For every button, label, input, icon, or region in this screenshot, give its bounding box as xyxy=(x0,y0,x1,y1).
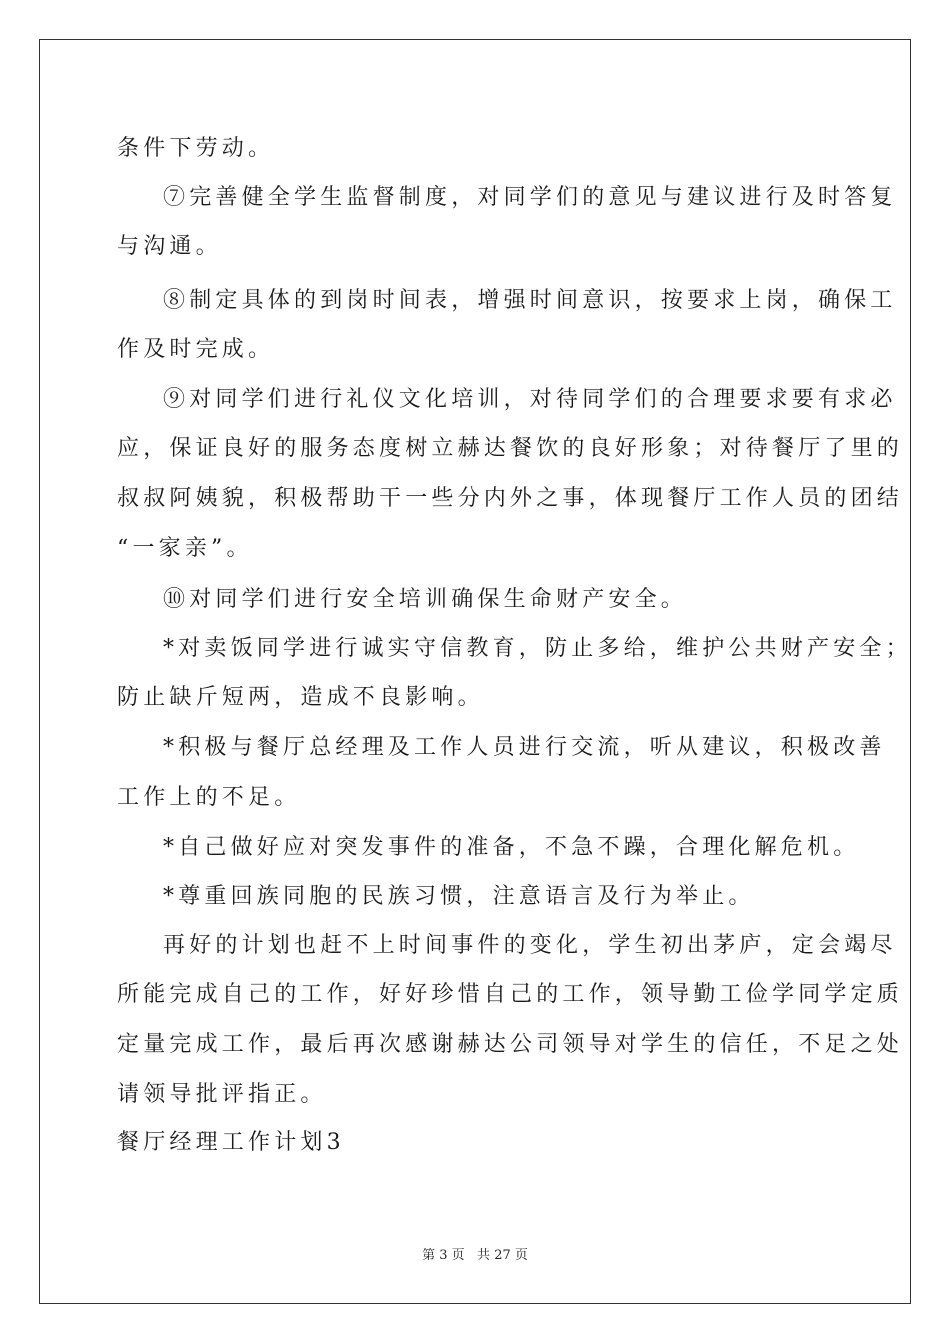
text-line: 作及时完成。 xyxy=(117,337,275,362)
text-line: ⑦完善健全学生监督制度，对同学们的意见与建议进行及时答复 xyxy=(163,185,897,210)
text-line: 工作上的不足。 xyxy=(117,785,301,810)
text-line: *尊重回族同胞的民族习惯，注意语言及行为举止。 xyxy=(163,884,755,909)
text-line: *对卖饭同学进行诚实守信教育，防止多给，维护公共财产安全； xyxy=(163,636,912,661)
text-line: 防止缺斤短两，造成不良影响。 xyxy=(117,685,484,710)
text-line: 应，保证良好的服务态度树立赫达餐饮的良好形象；对待餐厅了里的 xyxy=(117,436,904,461)
text-line: ⑩对同学们进行安全培训确保生命财产安全。 xyxy=(163,587,688,612)
text-line: *积极与餐厅总经理及工作人员进行交流，听从建议，积极改善 xyxy=(163,735,886,760)
text-line: 定量完成工作，最后再次感谢赫达公司领导对学生的信任，不足之处 xyxy=(117,1032,904,1057)
text-line: 再好的计划也赶不上时间事件的变化，学生初出茅庐，定会竭尽 xyxy=(163,933,897,958)
text-line: 叔叔阿姨貌，积极帮助干一些分内外之事，体现餐厅工作人员的团结 xyxy=(117,486,904,511)
text-line: 与沟通。 xyxy=(117,234,222,259)
text-line: 所能完成自己的工作，好好珍惜自己的工作，领导勤工俭学同学定质 xyxy=(117,982,904,1007)
section-heading: 餐厅经理工作计划3 xyxy=(117,1130,345,1155)
text-line: 请领导批评指正。 xyxy=(117,1082,327,1107)
text-line: *自己做好应对突发事件的准备，不急不躁，合理化解危机。 xyxy=(163,835,860,860)
text-line: 条件下劳动。 xyxy=(117,136,275,161)
page-number: 第 3 页 共 27 页 xyxy=(422,1248,528,1263)
text-line: “一家亲”。 xyxy=(117,536,253,561)
text-line: ⑨对同学们进行礼仪文化培训，对待同学们的合理要求要有求必 xyxy=(163,387,897,412)
text-line: ⑧制定具体的到岗时间表，增强时间意识，按要求上岗，确保工 xyxy=(163,288,897,313)
